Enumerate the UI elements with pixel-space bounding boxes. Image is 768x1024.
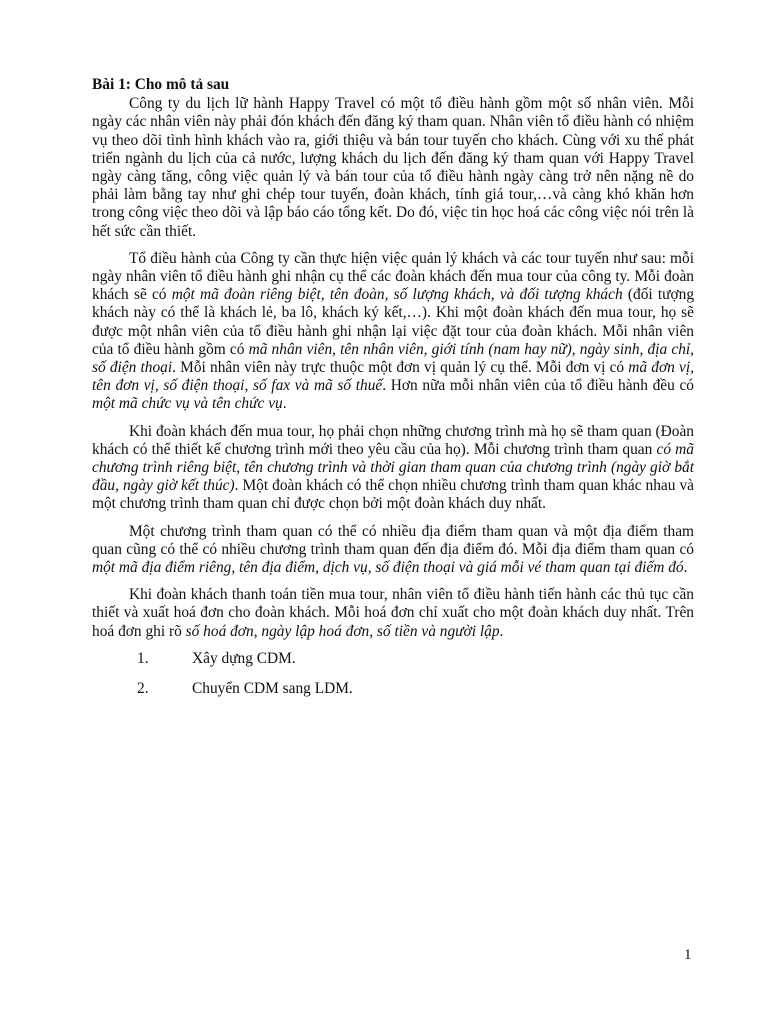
paragraph-4 [92,523,694,578]
italic-text-run: có mã chương trình riêng biệt, tên chương trình và thời gian tham quan của chương trình (ngày giờ bắt đầu, ngày giờ kết thúc) [92,440,694,495]
text-run: . Một đoàn khách có thể chọn nhiều chương trình tham quan khác nhau và một chương trình tham quan chỉ được chọn bởi một đoàn khách duy nhất. [92,477,694,513]
page-number: 1 [684,947,692,963]
list-item [92,680,694,698]
list-item-number: 1. [137,649,149,667]
text-run: . [499,622,504,640]
italic-text-run: mã nhân viên, tên nhân viên, giới tính (nam hay nữ), ngày sinh, địa chỉ, số điện thoại [92,340,695,377]
italic-text-run: một mã đoàn riêng biệt, tên đoàn, số lượng khách, và đối tượng khách [171,286,623,304]
list-item-text: Chuyển CDM sang LDM. [192,679,353,697]
document-page [92,76,694,710]
text-run: . [683,559,688,577]
italic-text-run: mã đơn vị, tên đơn vị, số điện thoại, số fax và mã số thuế [92,359,694,395]
text-run: Công ty du lịch lữ hành Happy Travel có một tổ điều hành gồm một số nhân viên. Mỗi ngày các nhân viên này phải đón khách đến đăng ký tham quan. Nhân viên tổ điều hành có nhiệm vụ theo dõi tình hình khách vào ra, giới thiệu và bán tour tuyến cho khách. Cùng với xu thế phát triển ngành du lịch của cả nước, lượng khách du lịch đến đăng ký tham quan với Happy Travel ngày càng tăng, công việc quản lý và bán tour của tổ điều hành ngày càng trở nên nặng nề do phải làm bằng tay như ghi chép tour tuyến, đoàn khách, tính giá tour,…và càng khó khăn hơn trong công việc theo dõi và lập báo cáo tổng kết. Do đó, việc tin học hoá các công việc nói trên là hết sức cần thiết. [92,95,694,240]
list-item [92,650,694,668]
paragraph-5 [92,586,694,641]
italic-text-run: một mã chức vụ và tên chức vụ [92,395,283,413]
paragraph-2 [92,250,694,414]
text-run: . Hơn nữa mỗi nhân viên của tổ điều hành đều có [382,377,694,395]
italic-text-run: số hoá đơn, ngày lập hoá đơn, số tiền và người lập [185,622,500,640]
text-run: Khi đoàn khách đến mua tour, họ phải chọn những chương trình mà họ sẽ tham quan (Đoàn khách có thể thiết kế chương trình mới theo yêu cầu của họ). Mỗi chương trình tham quan [92,422,694,458]
paragraph-3 [92,423,694,514]
text-run: . [282,395,287,413]
paragraph-1 [92,95,694,241]
italic-text-run: một mã địa điểm riêng, tên địa điểm, dịch vụ, số điện thoại và giá mỗi vé tham quan tại điểm đó [92,559,684,577]
list-item-number: 2. [137,679,149,697]
text-run: Một chương trình tham quan có thể có nhiều địa điểm tham quan và một địa điểm tham quan cũng có thể có nhiều chương trình tham quan đến địa điểm đó. Mỗi địa điểm tham quan có [92,522,694,558]
exercise-heading: Bài 1: Cho mô tả sau [92,76,230,93]
list-item-text: Xây dựng CDM. [192,649,296,667]
text-run: . Mỗi nhân viên này trực thuộc một đơn vị quản lý cụ thể. Mỗi đơn vị có [172,359,629,377]
text-run: (đối tượng khách này có thể là khách lẻ, ba lô, khách ký kết,…). Khi một đoàn khách đến mua tour, họ sẽ được một nhân viên của tổ điều hành ghi nhận lại việc đặt tour của đoàn khách. Mỗi nhân viên của tổ điều hành gồm có [92,286,695,358]
text-run: Khi đoàn khách thanh toán tiền mua tour, nhân viên tổ điều hành tiến hành các thủ tục cần thiết và xuất hoá đơn cho đoàn khách. Mỗi hoá đơn chỉ xuất cho một đoàn khách duy nhất. Trên hoá đơn ghi rõ [92,586,694,640]
text-run: Tổ điều hành của Công ty cần thực hiện việc quản lý khách và các tour tuyến như sau: mỗi ngày nhân viên tổ điều hành ghi nhận cụ thể các đoàn khách đến mua tour của công ty. Mỗi đoàn khách sẽ có [92,249,694,304]
task-list [92,650,694,698]
